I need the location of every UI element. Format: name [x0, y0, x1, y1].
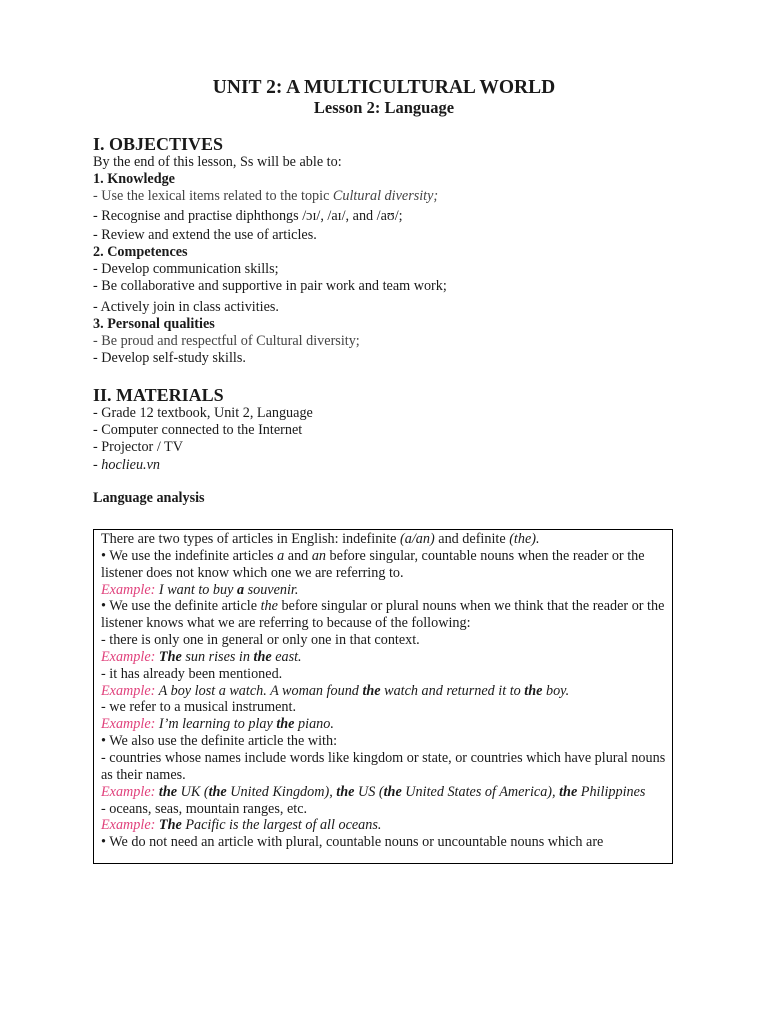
- language-analysis-box: [93, 529, 673, 864]
- analysis-case: - countries whose names include words like kingdom or state, or countries which have plural nouns as their names.: [101, 749, 666, 783]
- materials-heading: II. MATERIALS: [93, 385, 224, 405]
- qualities-item: - Be proud and respectful of Cultural diversity;: [93, 333, 360, 350]
- example-line: Example: A boy lost a watch. A woman found the watch and returned it to the boy.: [101, 682, 570, 699]
- analysis-case: - there is only one in general or only one in that context.: [101, 632, 420, 649]
- qualities-item: - Develop self-study skills.: [93, 350, 246, 367]
- competences-item: - Actively join in class activities.: [93, 298, 279, 315]
- materials-item: - Grade 12 textbook, Unit 2, Language: [93, 405, 313, 421]
- hoclieu-link[interactable]: hoclieu.vn: [101, 456, 160, 473]
- analysis-rule: • We use the definite article the before singular or plural nouns when we think that the reader or the listener knows what we are referring to because of the following:: [101, 598, 665, 632]
- page-subtitle: Lesson 2: Language: [313, 98, 455, 117]
- analysis-intro: There are two types of articles in English: indefinite (a/an) and definite (the).: [101, 531, 540, 547]
- example-line: Example: The sun rises in the east.: [101, 648, 302, 665]
- objectives-intro: By the end of this lesson, Ss will be able to:: [93, 154, 342, 170]
- materials-item: - Projector / TV: [93, 439, 183, 456]
- language-analysis-heading: Language analysis: [93, 490, 205, 506]
- materials-item: - hoclieu.vn: [93, 456, 160, 473]
- analysis-rule: • We also use the definite article the with:: [101, 733, 338, 750]
- materials-section: [93, 385, 693, 474]
- example-line: Example: I’m learning to play the piano.: [101, 716, 334, 733]
- qualities-heading: 3. Personal qualities: [93, 315, 215, 332]
- competences-item: - Develop communication skills;: [93, 261, 279, 278]
- competences-heading: 2. Competences: [93, 244, 188, 261]
- page-title: UNIT 2: A MULTICULTURAL WORLD: [212, 77, 556, 98]
- analysis-rule: • We do not need an article with plural, countable nouns or uncountable nouns which are: [101, 834, 604, 851]
- objectives-section: [93, 134, 693, 367]
- knowledge-heading: 1. Knowledge: [93, 171, 175, 188]
- knowledge-item: - Use the lexical items related to the topic Cultural diversity;: [93, 188, 439, 205]
- objectives-heading: I. OBJECTIVES: [93, 134, 224, 154]
- analysis-case: - it has already been mentioned.: [101, 665, 283, 682]
- knowledge-item: - Recognise and practise diphthongs /ɔɪ/, /aɪ/, and /aʊ/;: [93, 207, 403, 224]
- analysis-case: - we refer to a musical instrument.: [101, 699, 297, 716]
- example-line: Example: the UK (the United Kingdom), the US (the United States of America), the Philippines: [101, 783, 646, 800]
- example-line: Example: The Pacific is the largest of all oceans.: [101, 817, 382, 834]
- example-line: Example: I want to buy a souvenir.: [101, 581, 299, 598]
- materials-item: - Computer connected to the Internet: [93, 422, 303, 439]
- analysis-case: - oceans, seas, mountain ranges, etc.: [101, 800, 308, 817]
- topic-name: Cultural diversity;: [332, 188, 439, 205]
- analysis-rule: • We use the indefinite articles a and an before singular, countable nouns when the reader or the listener does not know which one we are referring to.: [101, 547, 645, 581]
- knowledge-item: - Review and extend the use of articles.: [93, 226, 317, 243]
- competences-item: - Be collaborative and supportive in pair work and team work;: [93, 278, 447, 295]
